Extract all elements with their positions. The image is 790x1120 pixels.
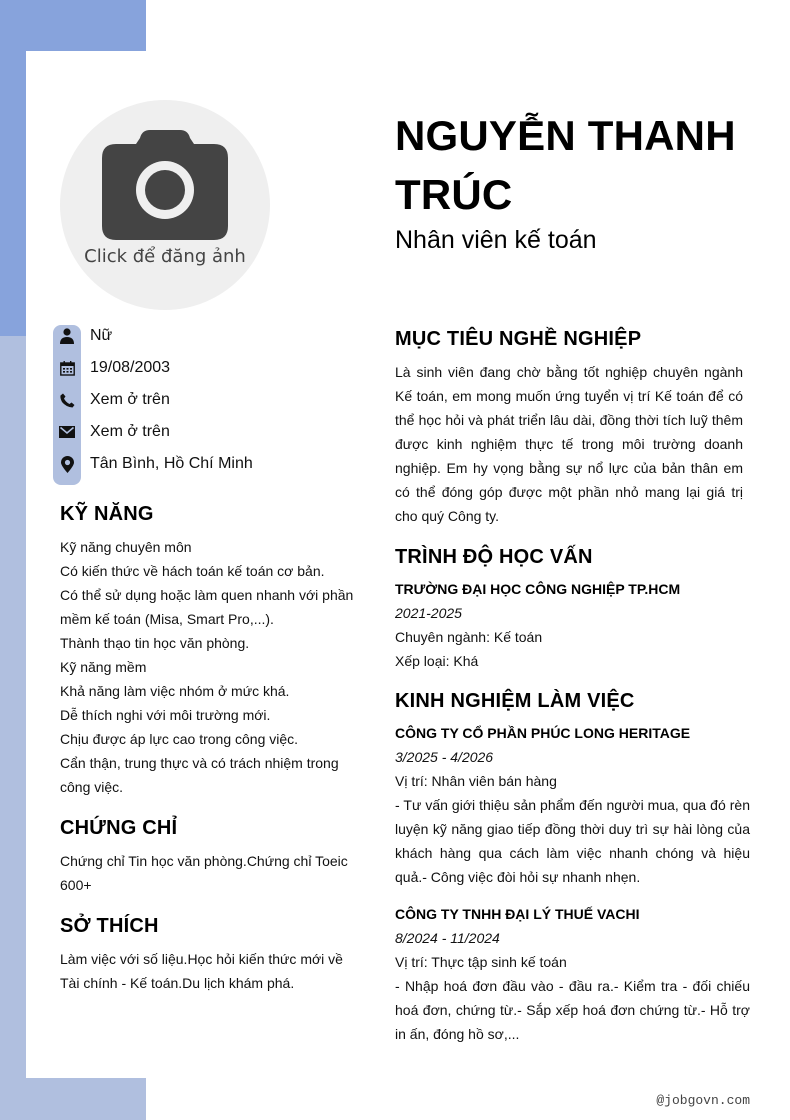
location-icon [53,456,81,473]
skill-line: Có thể sử dụng hoặc làm quen nhanh với phần mềm kế toán (Misa, Smart Pro,...). [60,587,354,627]
company-name: CÔNG TY TNHH ĐẠI LÝ THUẾ VACHI [395,906,640,922]
certificates-text: Chứng chỉ Tin học văn phòng.Chứng chỉ Toeic 600+ [60,853,348,893]
skill-line: Kỹ năng chuyên môn [60,539,192,555]
skill-line: Dễ thích nghi với môi trường mới. [60,707,271,723]
contact-birthday [53,356,170,380]
skill-line: Có kiến thức về hách toán kế toán cơ bản. [60,563,325,579]
certificates-heading: CHỨNG CHỈ [60,817,178,839]
skill-line: Khả năng làm việc nhóm ở mức khá. [60,683,290,699]
education-heading: TRÌNH ĐỘ HỌC VẤN [395,546,593,568]
skill-line: Cẩn thận, trung thực và có trách nhiệm trong công việc. [60,755,339,795]
education-grade: Xếp loại: Khá [395,653,479,669]
camera-icon [102,130,228,240]
hobbies-heading: SỞ THÍCH [60,915,159,937]
skill-line: Kỹ năng mềm [60,659,147,675]
objective-text: Là sinh viên đang chờ bằng tốt nghiệp chuyên ngành Kế toán, em mong muốn ứng tuyển vị trí Kế toán để có thể học hỏi và phát triển lâu dài, đồng thời tích luỹ thêm được kinh nghiệm thực tế trong môi trường doanh nghiệp. Em hy vọng bằng sự nổ lực của bản thân em có thể đóng góp được một phần nhỏ mang lại giá trị cho quý Công ty. [395,364,743,524]
company-name: CÔNG TY CỔ PHẦN PHÚC LONG HERITAGE [395,725,691,741]
contact-phone [53,388,170,412]
education-entry [395,577,750,673]
email-icon [53,426,81,438]
skills-list [60,535,355,799]
contact-address [53,452,253,476]
contact-value: Xem ở trên [90,391,170,408]
experience-heading: KINH NGHIỆM LÀM VIỆC [395,690,635,712]
contact-email [53,420,170,444]
job-description: - Tư vấn giới thiệu sản phẩm đến người mua, qua đó rèn luyện kỹ năng giao tiếp đồng thời duy trì sự hài lòng của khách hàng qua cách làm việc nhanh chóng và hiệu quả.- Công việc đòi hỏi sự nhanh nhẹn. [395,797,750,885]
job-description: - Nhập hoá đơn đầu vào - đầu ra.- Kiểm tra - đối chiếu hoá đơn, chứng từ.- Sắp xếp hoá đơn chứng từ.- Hỗ trợ in ấn, đóng hồ sơ,... [395,978,750,1042]
experience-entry [395,902,750,1046]
avatar-upload-label: Click để đăng ảnh [84,246,246,267]
experience-entry [395,721,750,889]
contact-value: 19/08/2003 [90,359,171,376]
skill-line: Thành thạo tin học văn phòng. [60,635,250,651]
contact-gender [53,324,112,348]
school-name: TRƯỜNG ĐẠI HỌC CÔNG NGHIỆP TP.HCM [395,581,681,597]
contact-value: Tân Bình, Hồ Chí Minh [90,455,253,472]
decor-bottom-block [0,1078,146,1120]
job-position: Vị trí: Thực tập sinh kế toán [395,954,567,970]
decor-top-block [0,0,146,51]
skill-line: Chịu được áp lực cao trong công việc. [60,731,299,747]
calendar-icon [53,361,81,376]
decor-left-strip-light [0,336,26,1078]
education-period: 2021-2025 [395,605,462,621]
objective-heading: MỤC TIÊU NGHỀ NGHIỆP [395,328,642,350]
contact-value: Nữ [90,327,113,344]
education-major: Chuyên ngành: Kế toán [395,629,543,645]
avatar-upload[interactable] [60,100,270,310]
job-title: Nhân viên kế toán [395,226,597,254]
hobbies-text: Làm việc với số liệu.Học hỏi kiến thức mới về Tài chính - Kế toán.Du lịch khám phá. [60,951,343,991]
watermark: @jobgovn.com [656,1093,750,1108]
phone-icon [53,393,81,408]
skills-heading: KỸ NĂNG [60,503,154,525]
job-period: 3/2025 - 4/2026 [395,749,494,765]
full-name: NGUYỄN THANH TRÚC [395,112,736,218]
person-icon [53,328,81,344]
job-period: 8/2024 - 11/2024 [395,930,500,946]
contact-value: Xem ở trên [90,423,170,440]
job-position: Vị trí: Nhân viên bán hàng [395,773,557,789]
decor-left-strip-dark [0,51,26,336]
